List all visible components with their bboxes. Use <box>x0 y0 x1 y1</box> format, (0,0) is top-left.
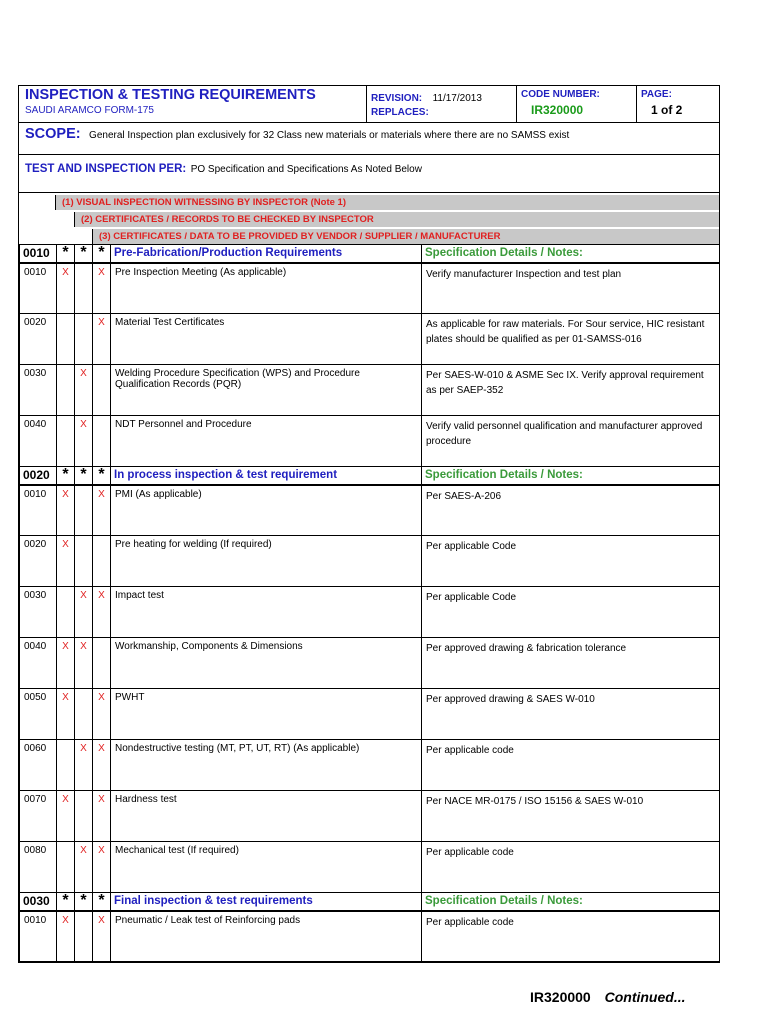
form-number: SAUDI ARAMCO FORM-175 <box>25 105 154 116</box>
table-row <box>20 842 720 893</box>
row-description: Pre Inspection Meeting (As applicable) <box>111 263 422 314</box>
mark-col-3: X <box>93 842 111 893</box>
section-star: * <box>57 467 75 485</box>
row-number: 0070 <box>20 791 57 842</box>
mark-col-1 <box>57 740 75 791</box>
mark-col-2 <box>75 536 93 587</box>
row-description: Nondestructive testing (MT, PT, UT, RT) (As applicable) <box>111 740 422 791</box>
table-row <box>20 791 720 842</box>
mark-col-2 <box>75 689 93 740</box>
table-row <box>20 911 720 962</box>
section-star: * <box>75 245 93 263</box>
mark-col-1: X <box>57 485 75 536</box>
table-row <box>20 485 720 536</box>
mark-col-3: X <box>93 314 111 365</box>
row-note: Verify valid personnel qualification and manufacturer approved procedure <box>422 416 720 467</box>
mark-col-2: X <box>75 842 93 893</box>
mark-col-2 <box>75 911 93 962</box>
mark-col-1: X <box>57 263 75 314</box>
mark-col-1: X <box>57 638 75 689</box>
mark-col-2: X <box>75 365 93 416</box>
page-footer <box>530 989 686 1005</box>
row-description: Impact test <box>111 587 422 638</box>
mark-col-1: X <box>57 689 75 740</box>
inspection-form <box>18 85 720 963</box>
row-note: Verify manufacturer Inspection and test plan <box>422 263 720 314</box>
header-title-cell <box>19 86 367 122</box>
section-star: * <box>75 893 93 911</box>
replaces-label: REPLACES: <box>371 107 429 118</box>
row-number: 0010 <box>20 911 57 962</box>
row-number: 0050 <box>20 689 57 740</box>
table-row <box>20 587 720 638</box>
legend-2: (2) CERTIFICATES / RECORDS TO BE CHECKED BY INSPECTOR <box>74 212 719 227</box>
mark-col-3 <box>93 365 111 416</box>
mark-col-1 <box>57 416 75 467</box>
row-note: Per applicable code <box>422 842 720 893</box>
mark-col-1 <box>57 314 75 365</box>
row-description: PWHT <box>111 689 422 740</box>
section-code: 0030 <box>20 893 57 911</box>
test-inspection-row <box>19 155 719 193</box>
row-description: Pre heating for welding (If required) <box>111 536 422 587</box>
mark-col-3: X <box>93 587 111 638</box>
row-note: Per applicable Code <box>422 536 720 587</box>
section-notes-label: Specification Details / Notes: <box>422 467 720 485</box>
row-number: 0020 <box>20 536 57 587</box>
table-row <box>20 638 720 689</box>
mark-col-3 <box>93 638 111 689</box>
section-star: * <box>93 467 111 485</box>
mark-col-2 <box>75 485 93 536</box>
code-number-label: CODE NUMBER: <box>521 89 600 100</box>
header-page-cell <box>637 86 719 122</box>
section-star: * <box>57 245 75 263</box>
row-note: Per approved drawing & fabrication tolerance <box>422 638 720 689</box>
row-note: Per NACE MR-0175 / ISO 15156 & SAES W-010 <box>422 791 720 842</box>
row-description: Material Test Certificates <box>111 314 422 365</box>
row-note: Per SAES-W-010 & ASME Sec IX. Verify approval requirement as per SAEP-352 <box>422 365 720 416</box>
mark-col-1 <box>57 587 75 638</box>
code-number-value: IR320000 <box>531 103 584 117</box>
mark-col-2: X <box>75 740 93 791</box>
section-title: Final inspection & test requirements <box>111 893 422 911</box>
header-revision-cell <box>367 86 517 122</box>
mark-col-3 <box>93 536 111 587</box>
scope-text: General Inspection plan exclusively for 32 Class new materials or materials where there are no SAMSS exist <box>89 130 570 141</box>
mark-col-2: X <box>75 416 93 467</box>
legend-band-2 <box>19 210 719 227</box>
row-number: 0020 <box>20 314 57 365</box>
table-row <box>20 689 720 740</box>
test-inspection-text: PO Specification and Specifications As Noted Below <box>190 164 422 175</box>
table-row <box>20 314 720 365</box>
row-number: 0030 <box>20 365 57 416</box>
row-number: 0010 <box>20 485 57 536</box>
mark-col-1: X <box>57 791 75 842</box>
row-number: 0030 <box>20 587 57 638</box>
section-header <box>20 467 720 485</box>
row-number: 0080 <box>20 842 57 893</box>
legend-band-3 <box>19 227 719 244</box>
footer-continued: Continued... <box>604 989 686 1005</box>
section-notes-label: Specification Details / Notes: <box>422 245 720 263</box>
row-description: PMI (As applicable) <box>111 485 422 536</box>
table-row <box>20 365 720 416</box>
section-code: 0010 <box>20 245 57 263</box>
revision-label: REVISION: <box>371 93 423 104</box>
legend-3: (3) CERTIFICATES / DATA TO BE PROVIDED BY VENDOR / SUPPLIER / MANUFACTURER <box>92 229 719 244</box>
row-number: 0060 <box>20 740 57 791</box>
footer-code: IR320000 <box>530 989 591 1005</box>
header-code-cell <box>517 86 637 122</box>
row-note: Per applicable Code <box>422 587 720 638</box>
mark-col-3: X <box>93 740 111 791</box>
mark-col-2: X <box>75 638 93 689</box>
page-value: 1 of 2 <box>651 103 683 117</box>
section-header <box>20 245 720 263</box>
row-number: 0040 <box>20 638 57 689</box>
row-note: Per applicable code <box>422 740 720 791</box>
row-description: Welding Procedure Specification (WPS) and Procedure Qualification Records (PQR) <box>111 365 422 416</box>
mark-col-3 <box>93 416 111 467</box>
mark-col-1: X <box>57 536 75 587</box>
section-star: * <box>93 893 111 911</box>
mark-col-2 <box>75 314 93 365</box>
table-row <box>20 416 720 467</box>
section-header <box>20 893 720 911</box>
section-title: Pre-Fabrication/Production Requirements <box>111 245 422 263</box>
mark-col-3: X <box>93 911 111 962</box>
table-row <box>20 263 720 314</box>
row-description: NDT Personnel and Procedure <box>111 416 422 467</box>
mark-col-3: X <box>93 485 111 536</box>
section-star: * <box>75 467 93 485</box>
row-description: Pneumatic / Leak test of Reinforcing pads <box>111 911 422 962</box>
mark-col-1: X <box>57 911 75 962</box>
revision-value: 11/17/2013 <box>432 93 482 104</box>
mark-col-2 <box>75 791 93 842</box>
table-row <box>20 536 720 587</box>
section-code: 0020 <box>20 467 57 485</box>
row-note: Per applicable code <box>422 911 720 962</box>
scope-label: SCOPE: <box>25 126 81 142</box>
mark-col-3: X <box>93 689 111 740</box>
row-description: Workmanship, Components & Dimensions <box>111 638 422 689</box>
row-note: As applicable for raw materials. For Sour service, HIC resistant plates should be qualified as per 01-SAMSS-016 <box>422 314 720 365</box>
mark-col-3: X <box>93 791 111 842</box>
mark-col-1 <box>57 842 75 893</box>
mark-col-2 <box>75 263 93 314</box>
legend-1: (1) VISUAL INSPECTION WITNESSING BY INSPECTOR (Note 1) <box>55 195 719 210</box>
row-number: 0040 <box>20 416 57 467</box>
row-note: Per SAES-A-206 <box>422 485 720 536</box>
page-label: PAGE: <box>641 89 672 100</box>
scope-row <box>19 123 719 155</box>
section-notes-label: Specification Details / Notes: <box>422 893 720 911</box>
row-note: Per approved drawing & SAES W-010 <box>422 689 720 740</box>
mark-col-1 <box>57 365 75 416</box>
row-number: 0010 <box>20 263 57 314</box>
requirements-table <box>19 244 720 962</box>
row-description: Mechanical test (If required) <box>111 842 422 893</box>
section-star: * <box>93 245 111 263</box>
mark-col-2: X <box>75 587 93 638</box>
section-title: In process inspection & test requirement <box>111 467 422 485</box>
table-row <box>20 740 720 791</box>
test-inspection-label: TEST AND INSPECTION PER: <box>25 163 187 175</box>
form-title: INSPECTION & TESTING REQUIREMENTS <box>25 87 316 103</box>
row-description: Hardness test <box>111 791 422 842</box>
form-header <box>19 86 719 123</box>
section-star: * <box>57 893 75 911</box>
legend-band-1 <box>19 193 719 210</box>
mark-col-3: X <box>93 263 111 314</box>
